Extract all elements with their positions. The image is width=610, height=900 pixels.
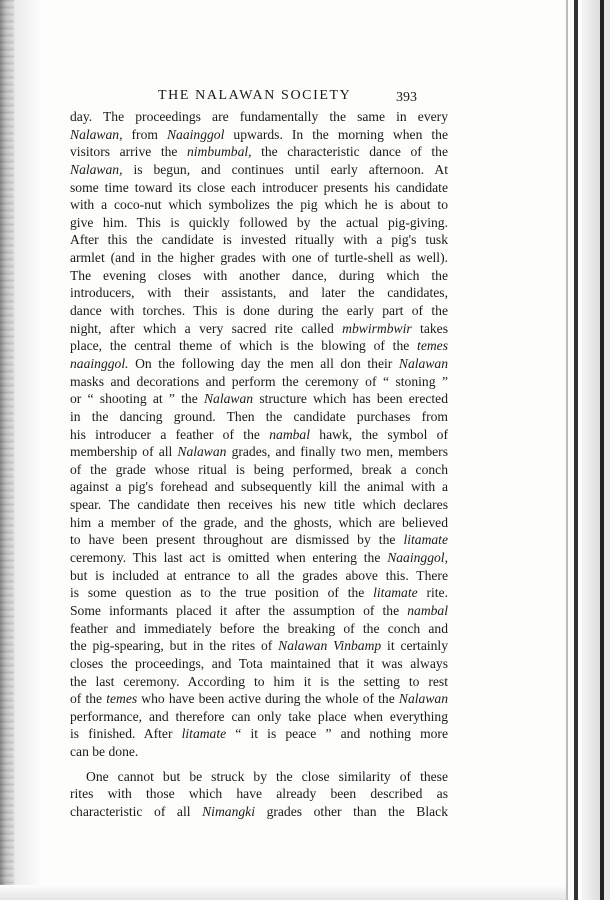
text-line [70,143,448,161]
italic-term: litamate [373,585,418,601]
text-segment: membership of all [70,444,178,460]
italic-term: litamate [403,532,448,548]
text-line [70,179,448,197]
text-segment: characteristic of all [70,803,203,819]
text-segment: give him. This is quickly followed by the actual pig-giving. [70,214,448,230]
page-header [70,88,448,108]
text-segment: introducers, with their assistants, and later the candidates, [70,285,448,301]
italic-term: nimbumbal, [186,144,252,160]
text-line [70,602,448,620]
italic-term: naainggol. [70,355,129,371]
text-segment: in the dancing ground. Then the candidate purchases from [70,408,448,424]
text-line [70,549,448,567]
text-line [70,708,448,726]
paragraph [70,768,448,821]
text-segment: One cannot but be struck by the close similarity of these [86,768,448,784]
italic-term: Nalawan Vinbamp [278,638,382,654]
text-segment: him a member of the grade, and the ghosts, which are believed [70,514,448,530]
text-segment: from [122,126,167,142]
text-line [70,337,448,355]
text-segment: armlet (and in the higher grades with one of turtle-shell as well). [70,250,448,266]
text-segment: is begun, and continues until early afternoon. At [122,161,448,177]
text-segment: closes the proceedings, and Tota maintained that it was always [70,655,448,671]
text-segment: feather and immediately before the breaking of the conch and [70,620,448,636]
text-segment: it certainly [381,638,449,654]
italic-term: Nalawan [398,691,449,707]
text-segment: hawk, the symbol of [310,426,448,442]
text-segment: On the following day the men all don their [128,355,399,371]
text-line [70,743,448,761]
text-line [70,320,448,338]
text-segment: upwards. In the morning when the [224,126,448,142]
text-segment: the pig-spearing, but in the rites of [70,638,279,654]
text-line [70,620,448,638]
scan-right-edge [566,0,568,900]
text-segment: of the [70,691,107,707]
text-line [70,426,448,444]
text-segment: dance with torches. This is done during the early part of the [70,303,448,319]
text-segment: day. The proceedings are fundamentally the same in every [70,109,448,124]
text-line [70,690,448,708]
text-segment: Some informants placed it after the assumption of the [70,602,408,618]
text-segment: the last ceremony. According to him it is the setting to rest [70,673,448,689]
italic-term: Nalawan [398,355,448,371]
text-line [70,725,448,743]
page-body [70,108,448,821]
italic-term: Nalawan, [70,126,123,142]
text-segment: of the grade whose ritual is being performed, break a conch [70,461,448,477]
italic-term: mbwirmbwir [342,320,412,336]
text-segment: structure which has been erected [253,391,449,407]
italic-term: litamate [181,726,227,742]
text-segment: spear. The candidate then receives his new title which declares [70,497,448,513]
text-segment: the characteristic dance of the [251,144,448,160]
text-line [70,408,448,426]
scan-right-edge [574,0,578,900]
text-line [70,461,448,479]
text-line [70,673,448,691]
running-title: THE NALAWAN SOCIETY [158,88,352,103]
text-segment: After this the candidate is invested ritually with a pig's tusk [70,232,448,248]
text-line [70,249,448,267]
text-segment: against a pig's forehead and subsequently kill the animal with a [70,479,448,495]
scan-right-edge [582,0,600,900]
text-line [70,161,448,179]
italic-term: Nalawan, [70,161,123,177]
text-segment: performance, and therefore can only take place when everything [70,708,448,724]
text-segment: who have been active during the whole of the [137,691,399,707]
text-line [70,514,448,532]
text-line [70,284,448,302]
text-line [70,803,448,821]
italic-term: Nalawan [203,391,254,407]
text-line [70,584,448,602]
text-segment: rites with those which have already been described as [70,786,448,802]
italic-term: Nimangki [202,803,255,819]
text-line [70,373,448,391]
text-line [70,785,448,803]
italic-term: Naainggol, [387,550,448,566]
text-line [70,302,448,320]
italic-term: Nalawan [177,444,227,460]
text-line [70,567,448,585]
text-line [70,496,448,514]
text-line [70,108,448,126]
text-segment: or “ shooting at ” the [70,391,204,407]
text-segment: but is included at entrance to all the grades above this. There [70,567,448,583]
text-segment: grades, and finally two men, members [226,444,448,460]
text-line [70,443,448,461]
text-segment: ceremony. This last act is omitted when entering the [70,550,388,566]
text-segment: takes [411,320,448,336]
text-line [70,214,448,232]
text-line [70,196,448,214]
text-line [70,637,448,655]
text-segment: his introducer a feather of the [70,426,270,442]
text-line [70,390,448,408]
scan-bottom-edge [0,885,566,900]
text-segment: visitors arrive the [70,144,187,160]
text-segment: rite. [417,585,448,601]
text-segment: The evening closes with another dance, during which the [70,267,448,283]
text-segment: can be done. [70,744,139,760]
text-line [70,267,448,285]
italic-term: Naainggol [166,126,225,142]
text-segment: some time toward its close each introducer presents his candidate [70,179,448,195]
text-line [70,478,448,496]
text-line [70,231,448,249]
text-segment: with a coco-nut which symbolizes the pig which he is about to [70,197,448,213]
italic-term: temes [417,338,448,354]
italic-term: temes [106,691,138,707]
text-segment: to have been present throughout are dismissed by the [70,532,404,548]
scan-right-edge [604,0,610,900]
text-segment: place, the central theme of which is the blowing of the [70,338,418,354]
scan-left-edge-texture [0,0,14,900]
text-line [70,531,448,549]
text-line [70,655,448,673]
text-segment: is finished. After [70,726,182,742]
text-segment: is some question as to the true position of the [70,585,374,601]
text-line [70,355,448,373]
text-segment: “ it is peace ” and nothing more [226,726,448,742]
text-segment: night, after which a very sacred rite called [70,320,343,336]
paragraph [70,108,448,761]
text-segment: grades other than the Black [254,803,449,819]
text-segment: masks and decorations and perform the ceremony of “ stoning ” [70,373,448,389]
italic-term: nambal [269,426,310,442]
italic-term: nambal [407,602,448,618]
text-line [70,768,448,786]
paragraph-gap [70,761,448,768]
text-line [70,126,448,144]
page-number: 393 [396,90,417,105]
